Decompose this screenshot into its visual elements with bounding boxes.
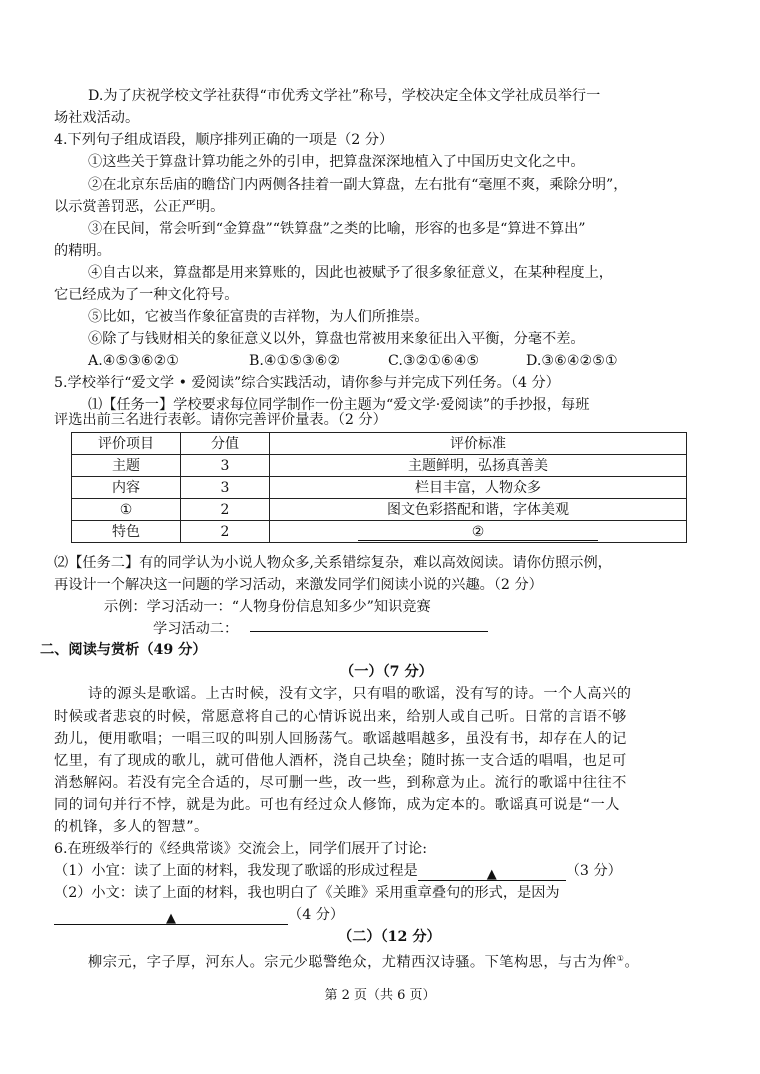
passage-line: 的机锋，多人的智慧”。 — [54, 819, 209, 835]
triangle-icon: ▲ — [486, 867, 497, 882]
table-row — [72, 477, 687, 499]
q4-sentence-4a: ④自古以来，算盘都是用来算账的，因此也被赋予了很多象征意义，在某种程度上， — [88, 265, 613, 281]
table-cell: 图文色彩搭配和谐，字体美观 — [270, 499, 687, 521]
page-footer: 第 2 页（共 6 页） — [324, 988, 436, 1003]
footnote-mark: ① — [616, 954, 625, 963]
q4-option-a: A.④⑤③⑥②① — [88, 353, 180, 369]
passage-2-text: 柳宗元，字子厚，河东人。宗元少聪警绝众，尤精西汉诗骚。下笔构思，与古为侔 — [88, 954, 617, 971]
table-row — [72, 521, 687, 543]
q4-sentence-3a: ③在民间，常会听到“金算盘”“铁算盘”之类的比喻，形容的也多是“算进不算出” — [88, 221, 586, 237]
table-cell: 栏目丰富，人物众多 — [270, 477, 687, 499]
q5-task2-line2: 再设计一个解决这一问题的学习活动，来激发同学们阅读小说的兴趣。（2 分） — [54, 577, 543, 593]
passage-line: 忆里，有了现成的歌儿，就可借他人酒杯，浇自己块垒；随时拣一支合适的唱唱，也足可 — [54, 753, 627, 769]
q4-sentence-4b: 它已经成为了一种文化符号。 — [54, 287, 239, 303]
q5-task2-line1: ⑵【任务二】有的同学认为小说人物众多,关系错综复杂，难以高效阅读。请你仿照示例， — [54, 555, 612, 571]
passage-line: 同的词句并行不悖，就是为此。可也有经过众人修饰，成为定本的。歌谣真可说是“一人 — [54, 797, 620, 813]
q6-stem: 6.在班级举行的《经典常谈》交流会上，同学们展开了讨论: — [54, 841, 428, 857]
q6-1-text: （1）小宜：读了上面的材料，我发现了歌谣的形成过程是 — [54, 863, 418, 879]
passage-2-line: 柳宗元，字子厚，河东人。宗元少聪警绝众，尤精西汉诗骚。下笔构思，与古为侔①。 — [88, 954, 640, 971]
activity2-answer-line[interactable] — [250, 631, 488, 632]
q6-1-answer-blank[interactable] — [418, 864, 566, 881]
table-cell: 主题鲜明，弘扬真善美 — [270, 455, 687, 477]
q6-2-answer-blank[interactable] — [54, 908, 288, 925]
part-2-title: （二）（12 分） — [338, 929, 441, 945]
q4-sentence-1: ①这些关于算盘计算功能之外的引申，把算盘深深地植入了中国历史文化之中。 — [88, 154, 585, 170]
table-cell: 3 — [181, 477, 270, 499]
table-cell-blank-1: ① — [72, 499, 181, 521]
q4-sentence-5: ⑤比如，它被当作象征富贵的吉祥物，为人们所推崇。 — [88, 309, 429, 325]
q6-2-line — [54, 905, 344, 925]
table-cell: 特色 — [72, 521, 181, 543]
evaluation-table — [71, 432, 687, 543]
answer-blank-2[interactable]: ② — [358, 524, 598, 541]
q4-sentence-3b: 的精明。 — [54, 243, 111, 259]
table-header-row — [72, 433, 687, 455]
table-cell: 3 — [181, 455, 270, 477]
passage-line: 消愁解闷。若没有完全合适的，尽可删一些，改一些，到称意为止。流行的歌谣中往往不 — [54, 775, 627, 791]
q6-2-text: （2）小文：读了上面的材料，我也明白了《关雎》采用重章叠句的形式，是因为 — [54, 885, 560, 901]
table-row — [72, 455, 687, 477]
q6-1-score: （3 分） — [565, 863, 622, 879]
table-row — [72, 499, 687, 521]
q4-option-b: B.④①⑤③⑥② — [249, 353, 341, 369]
q3-option-d-line2: 场社戏活动。 — [54, 110, 140, 126]
passage-line: 劲儿，便用歌唱；一唱三叹的叫别人回肠荡气。歌谣越唱越多，虽没有书，却存在人的记 — [54, 731, 627, 747]
q4-sentence-2b: 以示赏善罚恶，公正严明。 — [54, 199, 225, 215]
q3-option-d-line1: D.为了庆祝学校文学社获得“市优秀文学社”称号，学校决定全体文学社成员举行一 — [88, 88, 601, 104]
q4-sentence-2a: ②在北京东岳庙的瞻岱门内两侧各挂着一副大算盘，左右批有“毫厘不爽，乘除分明”， — [88, 177, 628, 193]
q6-2-score: （4 分） — [288, 907, 345, 923]
table-header: 评价项目 — [72, 433, 181, 455]
q4-option-c: C.③②①⑥④⑤ — [388, 353, 480, 369]
q4-option-d: D.③⑥④②⑤① — [526, 353, 618, 369]
table-header: 分值 — [181, 433, 270, 455]
table-header: 评价标准 — [270, 433, 687, 455]
table-cell: 2 — [181, 499, 270, 521]
triangle-icon: ▲ — [166, 911, 176, 926]
passage-line: 时候或者悲哀的时候，常愿意将自己的心情诉说出来，给别人或自己听。日常的言语不够 — [54, 709, 627, 725]
q5-task1-line2-holder: 评选出前三名进行表彰。请你完善评价量表。（2 分） — [54, 412, 387, 428]
table-cell: 2 — [181, 521, 270, 543]
q6-1-line — [54, 861, 622, 881]
q5-stem: 5.学校举行“爱文学 • 爱阅读”综合实践活动，请你参与并完成下列任务。（4 分） — [54, 375, 560, 391]
q4-sentence-6: ⑥除了与钱财相关的象征意义以外，算盘也常被用来象征出入平衡，分毫不差。 — [88, 331, 585, 347]
part-1-title: （一）（7 分） — [340, 664, 433, 680]
q5-activity2-label: 学习活动二： — [153, 621, 239, 637]
passage-line: 诗的源头是歌谣。上古时候，没有文字，只有唱的歌谣，没有写的诗。一个人高兴的 — [88, 686, 632, 702]
q4-stem: 4.下列句子组成语段，顺序排列正确的一项是（2 分） — [54, 132, 394, 148]
section-2-title: 二、阅读与赏析（49 分） — [40, 642, 207, 658]
q5-task1-line1: ⑴【任务一】学校要求每位同学制作一份主题为“爱文学·爱阅读”的手抄报，每班 — [88, 397, 590, 413]
table-cell: 主题 — [72, 455, 181, 477]
table-cell-blank-2 — [270, 521, 687, 543]
table-cell: 内容 — [72, 477, 181, 499]
q5-example: 示例：学习活动一：“人物身份信息知多少”知识竞赛 — [104, 599, 431, 615]
